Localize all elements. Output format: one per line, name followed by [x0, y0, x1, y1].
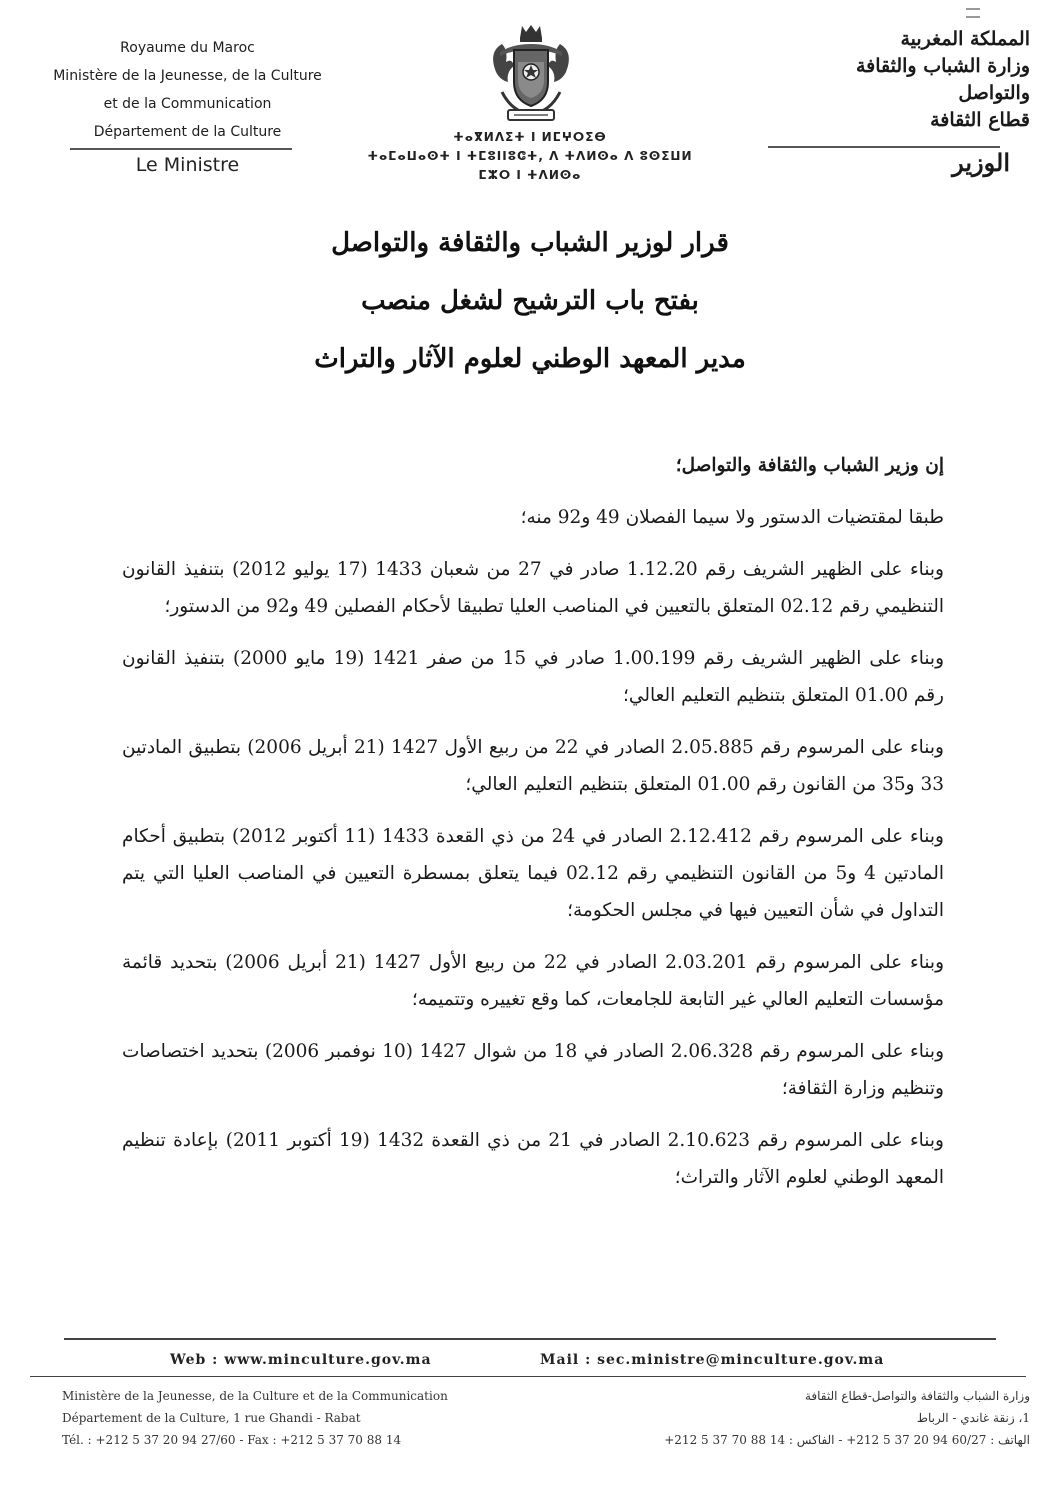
header-fr — [20, 34, 355, 146]
header-fr-line3: et de la Communication — [103, 96, 272, 112]
header-fr-line2: Ministère de la Jeunesse, de la Culture — [53, 68, 322, 84]
header-ar-line2: وزارة الشباب والثقافة — [855, 55, 1030, 77]
coat-of-arms-emblem — [482, 22, 580, 124]
header-amazigh-line3: ⵎⵣⵔ ⵏ ⵜⴷⵍⵙⴰ — [478, 168, 582, 182]
footer-mail: Mail : sec.ministre@minculture.gov.ma — [540, 1352, 885, 1368]
decision-title-line1: قرار لوزير الشباب والثقافة والتواصل — [331, 228, 729, 258]
footer-ar-line1: وزارة الشباب والثقافة والتواصل-قطاع الثقافة — [804, 1389, 1030, 1403]
paragraph-3: وبناء على الظهير الشريف رقم 1.00.199 صادر في 15 من صفر 1421 (19 مايو 2000) بتنفيذ القانون رقم 01.00 المتعلق بتنظيم التعليم العالي؛ — [122, 648, 945, 706]
paragraph-5: وبناء على المرسوم رقم 2.12.412 الصادر في 24 من ذي القعدة 1433 (11 أكتوبر 2012) بتطبيق أحكام المادتين 4 و5 من القانون التنظيمي رقم 02.12 فيما يتعلق بمسطرة التعيين في المناصب العليا التي يتم التداول في شأن التعيين فيها في مجلس الحكومة؛ — [122, 826, 944, 921]
footer-fr-line1: Ministère de la Jeunesse, de la Culture et de la Communication — [62, 1389, 448, 1403]
header-ar-line1: المملكة المغربية — [900, 28, 1030, 50]
salutation: إن وزير الشباب والثقافة والتواصل؛ — [675, 455, 944, 476]
footer-address-fr — [62, 1385, 502, 1451]
header-ar-minister: الوزير — [952, 148, 1010, 177]
header-ar-line3: والتواصل — [958, 82, 1030, 104]
footer-divider-bottom — [30, 1376, 1026, 1377]
header-ar — [730, 26, 1030, 134]
header-amazigh-line1: ⵜⴰⴳⵍⴷⵉⵜ ⵏ ⵍⵎⵖⵔⵉⴱ — [453, 130, 607, 144]
footer-divider-top — [64, 1338, 996, 1340]
footer-ar-line3: الهاتف : 60/27 94 20 37 5 212+ - الفاكس : 14 88 70 37 5 212+ — [664, 1433, 1030, 1447]
footer-fr-line3: Tél. : +212 5 37 20 94 27/60 - Fax : +212 5 37 70 88 14 — [62, 1433, 402, 1447]
footer-address-ar — [570, 1385, 1030, 1451]
footer-web: Web : www.minculture.gov.ma — [170, 1352, 432, 1368]
paragraph-1: طبقا لمقتضيات الدستور ولا سيما الفصلان 49 و92 منه؛ — [520, 507, 944, 528]
footer-fr-line2: Département de la Culture, 1 rue Ghandi - Rabat — [62, 1411, 361, 1425]
paragraph-4: وبناء على المرسوم رقم 2.05.885 الصادر في 22 من ربيع الأول 1427 (21 أبريل 2006) بتطبيق المادتين 33 و35 من القانون رقم 01.00 المتعلق بتنظيم التعليم العالي؛ — [122, 737, 944, 795]
scan-mark — [966, 8, 980, 18]
decision-title-line2: بفتح باب الترشيح لشغل منصب — [361, 286, 699, 316]
paragraph-8: وبناء على المرسوم رقم 2.10.623 الصادر في 21 من ذي القعدة 1432 (19 أكتوبر 2011) بإعادة تنظيم المعهد الوطني لعلوم الآثار والتراث؛ — [122, 1130, 944, 1188]
header-fr-minister: Le Ministre — [135, 154, 240, 176]
header-ar-line4: قطاع الثقافة — [930, 109, 1030, 131]
header-amazigh — [360, 128, 700, 185]
header-fr-divider — [70, 148, 292, 150]
paragraph-7: وبناء على المرسوم رقم 2.06.328 الصادر في 18 من شوال 1427 (10 نوفمبر 2006) بتحديد اختصاصات وتنظيم وزارة الثقافة؛ — [122, 1041, 944, 1099]
header-fr-line4: Département de la Culture — [93, 124, 282, 140]
footer-ar-line2: 1، زنقة غاندي - الرباط — [916, 1411, 1030, 1425]
header-fr-line1: Royaume du Maroc — [120, 40, 255, 56]
decision-body — [122, 447, 944, 1211]
header-amazigh-line2: ⵜⴰⵎⴰⵡⴰⵙⵜ ⵏ ⵜⵎⵓⵏⵏⵓⵛⵜ, ⴷ ⵜⴷⵍⵙⴰ ⴷ ⵓⵙⵉⵡⵍ — [367, 149, 693, 163]
paragraph-2: وبناء على الظهير الشريف رقم 1.12.20 صادر في 27 من شعبان 1433 (17 يوليو 2012) بتنفيذ القانون التنظيمي رقم 02.12 المتعلق بالتعيين في المناصب العليا تطبيقا لأحكام الفصلين 49 و92 من الدستور؛ — [122, 559, 944, 617]
paragraph-6: وبناء على المرسوم رقم 2.03.201 الصادر في 22 من ربيع الأول 1427 (21 أبريل 2006) بتحديد قائمة مؤسسات التعليم العالي غير التابعة للجامعات، كما وقع تغييره وتتميمه؛ — [122, 952, 945, 1010]
decision-title-line3: مدير المعهد الوطني لعلوم الآثار والتراث — [314, 344, 746, 374]
